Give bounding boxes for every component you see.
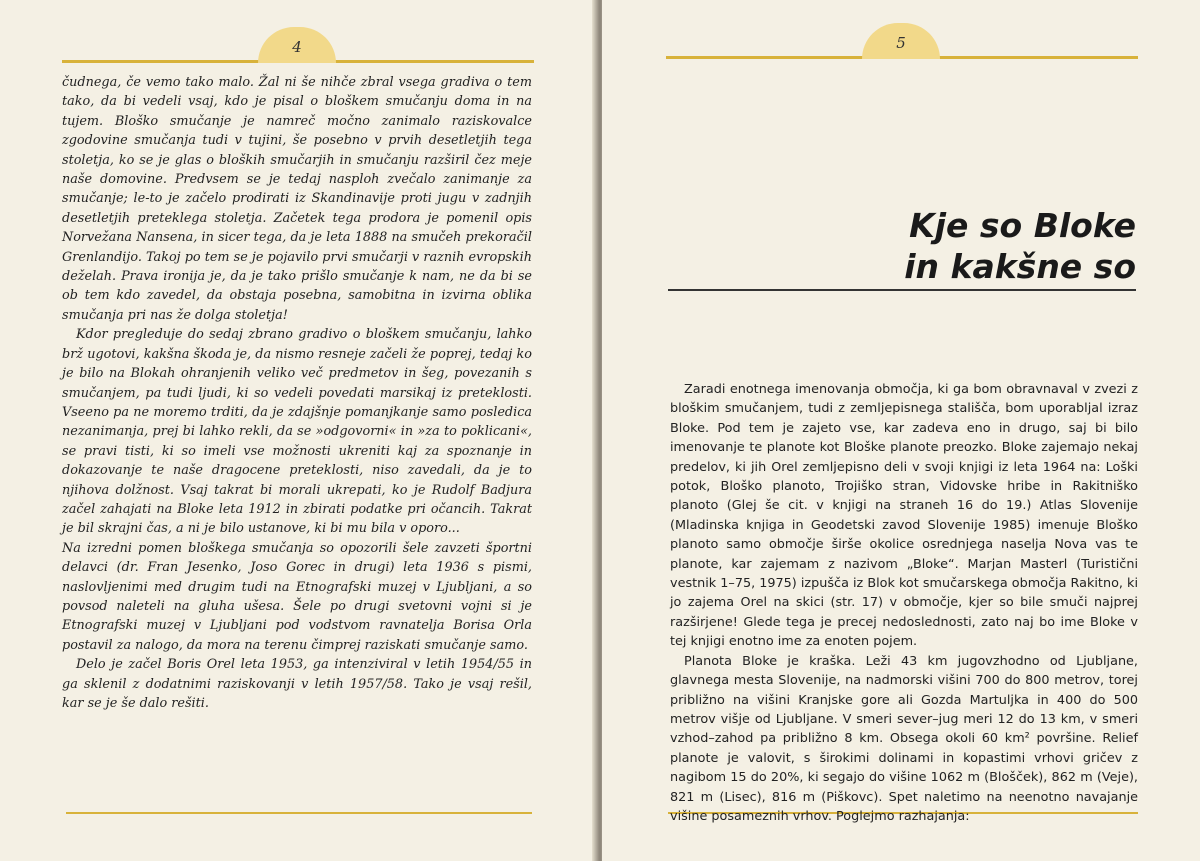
page-number-badge <box>258 27 336 63</box>
chapter-title-line-1: Kje so Bloke <box>909 206 1136 245</box>
paragraph: Planota Bloke je kraška. Leži 43 km jugovzhodno od Ljubljane, glavnega mesta Slovenije, na nadmorski višini 700 do 800 metrov, torej približno na višini Kranjske gore ali Gozda Martuljka in 400 do 500 metrov višje od Ljubljane. V smeri sever–jug meri 12 do 13 km, v smeri vzhod–zahod pa približno 8 km. Obsega okoli 60 km² površine. Relief planote je valovit, s širokimi dolinami in kopastimi vrhovi gričev z nagibom 15 do 20%, ki segajo do višine 1062 m (Blošček), 862 m (Veje), 821 m (Lisec), 816 m (Piškovc). Spet naletimo na neenotno navajanje višine posameznih vrhov. Poglejmo razhajanja: <box>670 653 1138 824</box>
left-page <box>0 0 598 861</box>
left-body-text <box>62 73 532 713</box>
paragraph: Zaradi enotnega imenovanja območja, ki ga bom obravnaval v zvezi z bloškim smučanjem, tudi z zemljepisnega stališča, bom uporabljal izraz Bloke. Pod tem je zajeto vse, kar zadeva eno in drugo, saj bi bilo imenovanje te planote kot Bloške planote preozko. Bloke zajemajo nekaj predelov, ki jih Orel zemljepisno deli v svoji knjigi iz leta 1964 na: Loški potok, Bloško planoto, Trojiško stran, Vidovske hribe in Rakitniško planoto (Glej še cit. v knjigi na straneh 16 do 19.) Atlas Slovenije (Mladinska knjiga in Geodetski zavod Slovenije 1985) imenuje Bloško planoto samo območje širše okolice osrednjega naselja Nova vas te planote, kar zajemam z nazivom „Bloke“. Marjan Masterl (Turistični vestnik 1–75, 1975) izpušča iz Blok kot smučarskega območja Rakitno, ki jo zajema Orel na skici (str. 17) v območje, kjer so bile smuči najprej razširjene! Glede tega je precej nedoslednosti, zato naj bo ime Bloke v tej knjigi enotno ime za enoten pojem. <box>670 382 1138 650</box>
page-number: 5 <box>896 34 906 52</box>
paragraph: čudnega, če vemo tako malo. Žal ni še nihče zbral vsega gradiva o tem tako, da bi vedeli vsaj, kdo je pisal o bloškem smučanju doma in na tujem. Bloško smučanje je namreč močno zanimalo raziskovalce zgodovine smučanja tudi v tujini, še posebno v prvih desetletjih tega stoletja, ko se je glas o bloških smučarjih in smučanju razširil čez meje naše domovine. Predvsem se je tedaj nasploh zvečalo zanimanje za smučanje; le-to je začelo prodirati iz Skandinavije proti jugu v zadnjih desetletjih preteklega stoletja. Začetek tega prodora je pomenil opis Norvežana Nansena, in sicer tega, da je leta 1888 na smučeh prekoračil Grenlandijo. Takoj po tem se je pojavilo prvi smučarji v raznih evropskih deželah. Prava ironija je, da je tako prišlo smučanje k nam, ne da bi se ob tem kdo zavedel, da obstaja posebna, samobitna in izvirna oblika smučanja pri nas že dolga stoletja! <box>62 75 532 323</box>
left-footer-rule <box>66 812 532 814</box>
page-number-badge <box>862 23 940 59</box>
chapter-title-rule <box>668 289 1136 291</box>
chapter-title <box>696 205 1136 287</box>
page-number: 4 <box>292 38 302 56</box>
right-body-text <box>670 380 1138 826</box>
paragraph: Kdor pregleduje do sedaj zbrano gradivo o bloškem smučanju, lahko brž ugotovi, kakšna škoda je, da nismo resneje začeli že poprej, tedaj ko je bilo na Blokah ohranjenih veliko več predmetov in šeg, povezanih s smučanjem, pa tudi ljudi, ki so vedeli povedati marsikaj iz preteklosti. Vseeno pa ne moremo trditi, da je zdajšnje pomanjkanje samo posledica nezanimanja, prej bi lahko rekli, da se »odgovorni« in »za to poklicani«, se pravi tisti, ki so imeli vse možnosti ukreniti kaj za spoznanje in dokazovanje te naše dragocene preteklosti, niso zavedali, da je to njihova dolžnost. Vsaj takrat bi morali ukrepati, ko je Rudolf Badjura začel zahajati na Bloke leta 1912 in zbirati podatke pri očancih. Takrat je bil skrajni čas, a ni je bilo ustanove, ki bi mu bila v oporo... <box>62 327 532 537</box>
paragraph: Na izredni pomen bloškega smučanja so opozorili šele zavzeti športni delavci (dr. Fran Jesenko, Joso Gorec in drugi) leta 1936 s pismi, naslovljenimi med drugim tudi na Etnografski muzej v Ljubljani, a so povsod naleteli na gluha ušesa. Šele po drugi svetovni vojni si je Etnografski muzej v Ljubljani pod vodstvom ravnatelja Borisa Orla postavil za nalogo, da mora na terenu čimprej raziskati smučanje samo. <box>62 540 532 653</box>
paragraph: Delo je začel Boris Orel leta 1953, ga intenziviral v letih 1954/55 in ga sklenil z dodatnimi raziskovanji v letih 1957/58. Tako je vsaj rešil, kar se je še dalo rešiti. <box>62 657 532 711</box>
chapter-title-line-2: in kakšne so <box>904 247 1136 286</box>
